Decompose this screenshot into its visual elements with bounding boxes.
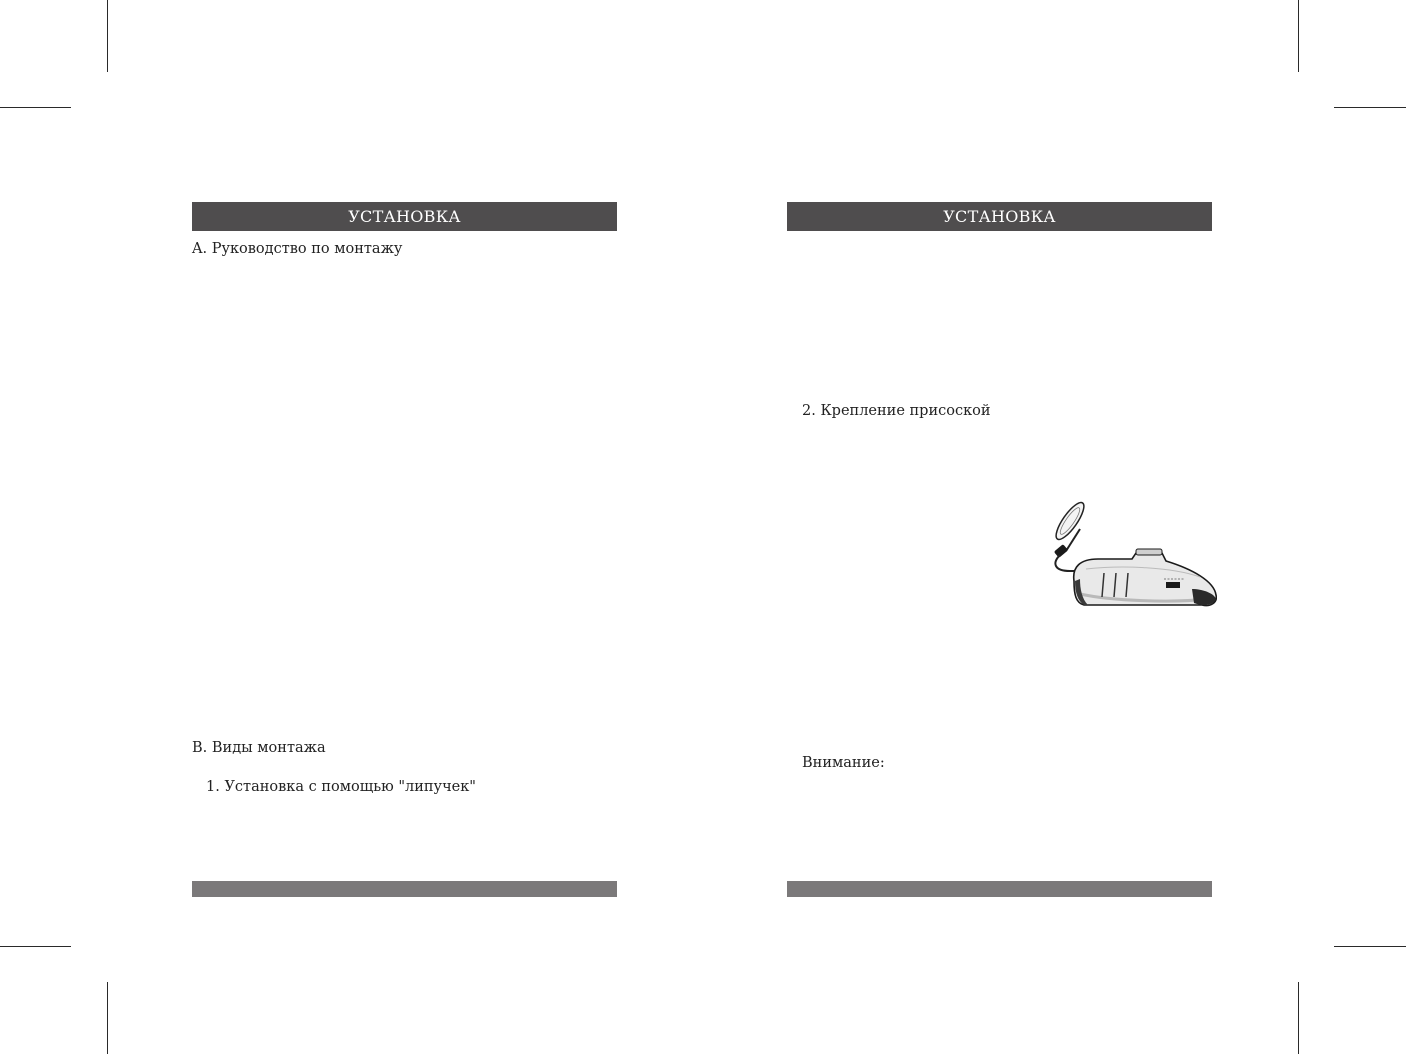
attention-label: Внимание: bbox=[802, 755, 885, 771]
left-page bbox=[192, 202, 617, 897]
crop-mark-bottom-left-vertical bbox=[107, 982, 108, 1054]
section-b-heading: B. Виды монтажа bbox=[192, 740, 326, 756]
crop-mark-top-right-horizontal bbox=[1334, 107, 1406, 108]
crop-mark-bottom-left-horizontal bbox=[0, 946, 71, 947]
right-page bbox=[787, 202, 1212, 897]
suction-cup-mount-illustration bbox=[1042, 499, 1217, 609]
crop-mark-top-right-vertical bbox=[1298, 0, 1299, 72]
crop-mark-bottom-right-vertical bbox=[1298, 982, 1299, 1054]
right-page-header: УСТАНОВКА bbox=[787, 202, 1212, 231]
right-page-footer-bar bbox=[787, 881, 1212, 897]
left-page-header: УСТАНОВКА bbox=[192, 202, 617, 231]
crop-mark-top-left-vertical bbox=[107, 0, 108, 72]
left-page-footer-bar bbox=[192, 881, 617, 897]
suction-cup-icon bbox=[1052, 499, 1089, 543]
crop-mark-top-left-horizontal bbox=[0, 107, 71, 108]
crop-mark-bottom-right-horizontal bbox=[1334, 946, 1406, 947]
mount-item-1: 1. Установка с помощью "липучек" bbox=[206, 779, 476, 795]
mount-item-2: 2. Крепление присоской bbox=[802, 403, 991, 419]
section-a-heading: A. Руководство по монтажу bbox=[192, 241, 403, 257]
